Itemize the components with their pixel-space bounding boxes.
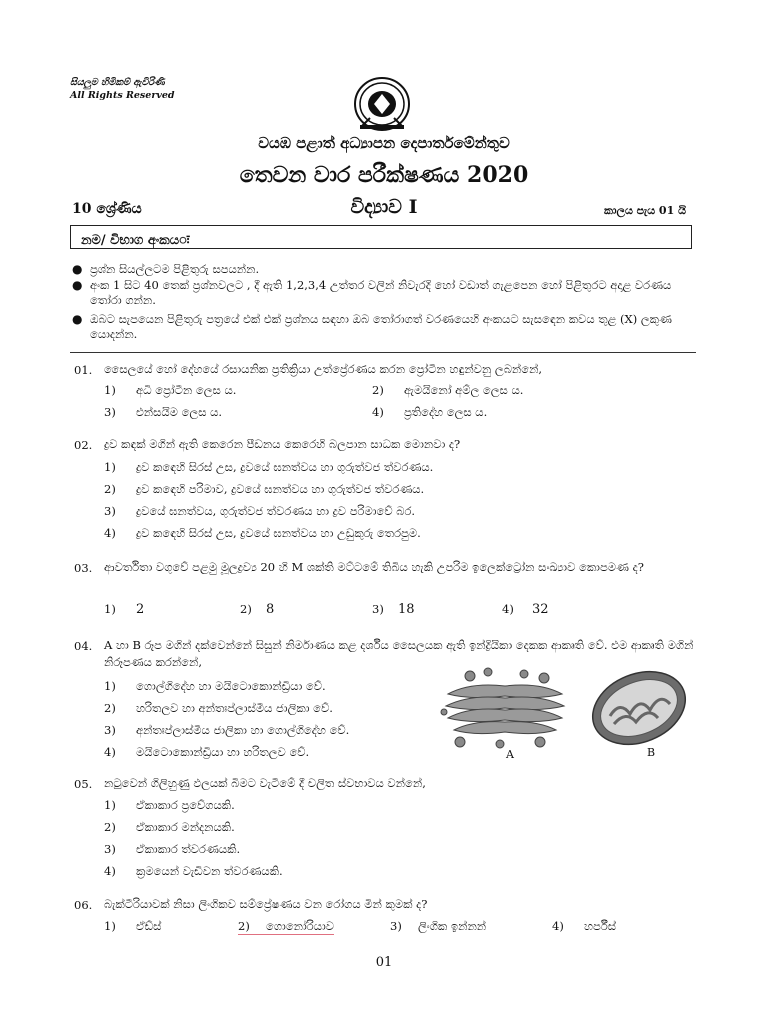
option-4[interactable]: 4) 32	[502, 602, 549, 617]
subject-title: විද්‍යාව I	[350, 196, 418, 218]
option-1[interactable]: 1) 2	[104, 602, 145, 617]
question-text: සෛලයේ හෝ දේහයේ රසායනික ප්‍රතික්‍රියා උත්ප්‍රේරණය කරන ප්‍රෝටීන හඳුන්වනු ලබන්නේ,	[104, 362, 543, 376]
bullet-icon: ●	[72, 278, 83, 292]
instruction-item	[72, 262, 696, 277]
question-number: 01.	[74, 363, 93, 377]
instruction-item	[72, 278, 696, 308]
grade-label: 10 ශ්‍රේණිය	[72, 201, 142, 217]
option-4[interactable]: 4) ප්‍රතිදේහ ලෙස ය.	[372, 405, 488, 419]
instruction-item	[72, 312, 696, 342]
question-number: 02.	[74, 438, 93, 452]
instruction-text: ඔබට සැපයෙන පිළිතුරු පත්‍රයේ එක් එක් ප්‍රශ්නය සඳහා ඔබ තෝරාගත් වරණයෙහි අංකයට සැසඳෙන කවය තුළ (X) ලකුණ යොදන්න.	[90, 312, 672, 341]
department-name: වයඹ පළාත් අධ්‍යාපන දෙපාර්තමේන්තුව	[258, 134, 510, 152]
name-index-label: නම/ විභාග අංකයः	[81, 233, 190, 248]
question-text: නටුවෙන් ගිලිහුණු ඵලයක් බිමට වැටීමේ දී චලිත ස්වභාවය වන්නේ,	[104, 776, 426, 790]
question-number: 05.	[74, 777, 93, 791]
option-3[interactable]: 3) එන්සයිම ලෙස ය.	[104, 405, 223, 419]
question-text: බැක්ටීරියාවක් නිසා ලිංගිකව සම්ප්‍රේෂණය වන රෝගය මින් කුමක් ද?	[104, 897, 428, 911]
rights-sinhala: සියලුම හිමිකම් ඇවිරිණි	[70, 77, 165, 88]
option-2[interactable]: 2) හරිතලව හා අන්තඃප්ලාස්මීය ජාලිකා වේ.	[104, 701, 333, 715]
option-3[interactable]: 3) ලිංගික ඉන්නන්	[390, 919, 487, 933]
option-4[interactable]: 4) ද්‍රව කඳෙහි සිරස් උස, ද්‍රවයේ ඝනත්වය හා උඩුකුරු තෙරපුම.	[104, 526, 421, 540]
rights-english: All Rights Reserved	[70, 90, 175, 101]
exam-title: තෙවන වාර පරීක්ෂණය 2020	[239, 162, 529, 188]
option-1[interactable]: 1) ගොල්ගිදේහ හා මයිටොකොන්ඩ්‍රියා වේ.	[104, 679, 326, 693]
option-2[interactable]: 2) 8	[240, 602, 275, 617]
question-number: 03.	[74, 561, 93, 575]
bullet-icon: ●	[72, 312, 83, 326]
emblem-icon	[352, 74, 412, 132]
mitochondrion-figure	[586, 666, 692, 746]
option-1[interactable]: 1) ඒඩ්ස්	[104, 919, 162, 933]
name-index-field[interactable]	[70, 225, 692, 249]
figure-label-b: B	[647, 746, 656, 759]
instruction-text: අංක 1 සිට 40 තෙක් ප්‍රශ්නවලට , දී ඇති 1,2,3,4 උත්තර වලින් නිවැරදි හෝ වඩාත් ගැළපෙන හෝ පිළිතුරට අදාළ වරණය තෝරා ගන්න.	[90, 278, 672, 307]
option-2[interactable]: 2) ඒකාකාර මන්දනයකි.	[104, 820, 235, 834]
option-1[interactable]: 1) ඒකාකාර ප්‍රවේගයකි.	[104, 798, 235, 812]
bullet-icon: ●	[72, 262, 83, 276]
question-text: ද්‍රව කඳක් මගින් ඇති කෙරෙන පීඩනය කෙරෙහි බලපාන සාධක මොනවා ද?	[104, 437, 461, 451]
question-number: 06.	[74, 898, 93, 912]
divider	[70, 352, 696, 353]
rights-notice	[70, 76, 175, 102]
option-1[interactable]: 1) අධි ප්‍රෝටීන ලෙස ය.	[104, 383, 237, 397]
option-4[interactable]: 4) හර්පීස්	[552, 919, 617, 933]
option-3[interactable]: 3) ඒකාකාර ත්වරණයකි.	[104, 842, 241, 856]
golgi-body-figure	[440, 664, 570, 750]
option-2[interactable]: 2) ඇමයිනෝ අම්ල ලෙස ය.	[372, 383, 524, 397]
option-3[interactable]: 3) 18	[372, 602, 415, 617]
option-3[interactable]: 3) අන්තඃප්ලාස්මීය ජාලිකා හා ගොල්ගිදේහ වේ.	[104, 723, 350, 737]
page-number: 01	[375, 955, 393, 970]
option-4[interactable]: 4) මයිටොකොන්ඩ්‍රියා හා හරිතලව වේ.	[104, 745, 310, 759]
option-1[interactable]: 1) ද්‍රව කඳෙහි සිරස් උස, ද්‍රවයේ ඝනත්වය හා ගුරුත්වජ ත්වරණය.	[104, 460, 434, 474]
option-4[interactable]: 4) ක්‍රමයෙන් වැඩිවන ත්වරණයකි.	[104, 864, 283, 878]
question-text: A හා B රූප මගින් දක්වෙන්නේ සිසුන් නිර්මාණය කළ දර්ශීය සෛලයක ඇති ඉන්ද්‍රියිකා දෙකක ආකෘති වේ. එම ආකෘති මගින් නිරූපණය කරන්නේ,	[104, 638, 694, 669]
instruction-text: ප්‍රශ්න සියල්ලටම පිළිතුරු සපයන්න.	[90, 262, 260, 276]
option-3[interactable]: 3) ද්‍රවයේ ඝනත්වය, ගුරුත්වජ ත්වරණය හා ද්‍රව පරිමාවේ බර.	[104, 504, 416, 518]
time-allowed: කාලය පැය 01 යි	[604, 204, 686, 217]
figure-label-a: A	[506, 748, 514, 761]
question-number: 04.	[74, 639, 93, 653]
option-2[interactable]: 2) ද්‍රව කඳෙහි පරිමාව, ද්‍රවයේ ඝනත්වය හා ගුරුත්වජ ත්වරණය.	[104, 482, 425, 496]
option-2[interactable]: 2) ගොනෝරියාව	[238, 919, 335, 933]
question-text: ආවර්තිතා වගුවේ පළමු මූලද්‍රව්‍ය 20 හි M ශක්ති මට්ටමේ තිබිය හැකි උපරිම ඉලෙක්ට්‍රෝන සංඛ්‍යාව කොපමණ ද?	[104, 560, 644, 574]
